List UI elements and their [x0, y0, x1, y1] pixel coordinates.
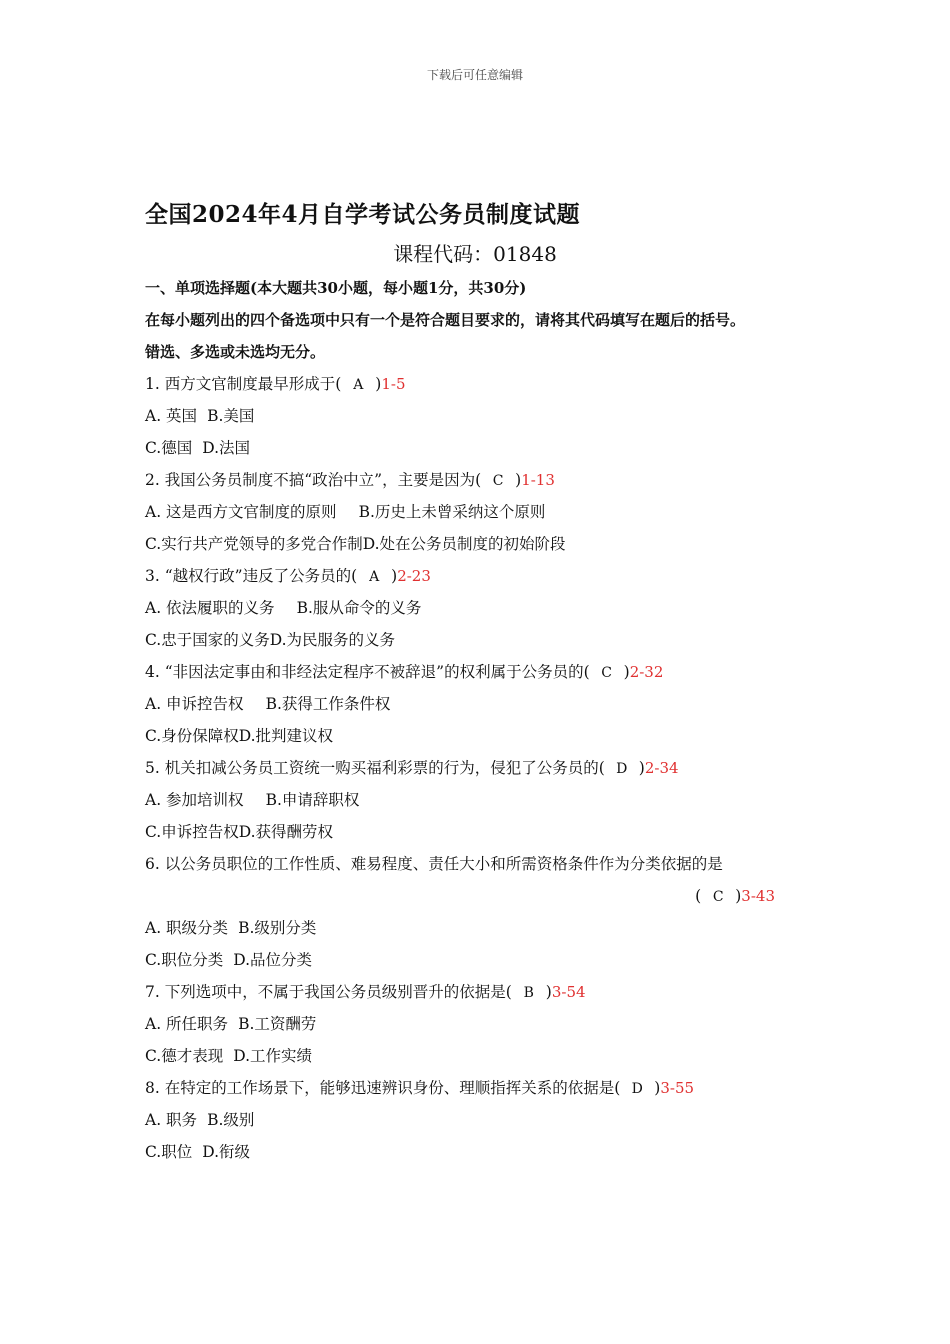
reference-code: 1-5 — [381, 375, 406, 393]
option-a: A. 依法履职的义务 — [145, 599, 275, 617]
question-8-options-cd — [145, 1136, 835, 1168]
option-b: B.级别 — [207, 1111, 255, 1129]
option-c: C.职位分类 — [145, 951, 224, 969]
question-text: 8. 在特定的工作场景下，能够迅速辨识身份、理顺指挥关系的依据是( — [145, 1079, 621, 1097]
question-text: 5. 机关扣减公务员工资统一购买福利彩票的行为，侵犯了公务员的( — [145, 759, 605, 777]
question-1-stem — [145, 368, 835, 400]
question-6-options-cd — [145, 944, 835, 976]
question-5-stem — [145, 752, 835, 784]
answer: A — [353, 377, 364, 393]
option-d: D.为民服务的义务 — [269, 631, 396, 649]
question-5-options-cd — [145, 816, 835, 848]
option-a: A. 参加培训权 — [145, 791, 244, 809]
instruction-line-1: 在每小题列出的四个备选项中只有一个是符合题目要求的，请将其代码填写在题后的括号。 — [145, 311, 746, 329]
question-4-stem — [145, 656, 835, 688]
option-a: A. 英国 — [145, 407, 198, 425]
question-text: 1. 西方文官制度最早形成于( — [145, 375, 342, 393]
question-7-options-cd — [145, 1040, 835, 1072]
question-text: 4. “非因法定事由和非经法定程序不被辞退”的权利属于公务员的( — [145, 663, 590, 681]
reference-code: 2-23 — [397, 567, 431, 585]
option-c: C.德才表现 — [145, 1047, 224, 1065]
option-d: D.批判建议权 — [238, 727, 334, 745]
close-paren: ) — [375, 375, 382, 393]
close-paren: ) — [735, 887, 742, 905]
answer: A — [369, 569, 380, 585]
reference-code: 2-32 — [629, 663, 664, 681]
option-d: D.处在公务员制度的初始阶段 — [362, 535, 566, 553]
exam-content — [145, 272, 835, 1168]
option-b: B.工资酬劳 — [238, 1015, 317, 1033]
reference-code: 3-54 — [551, 983, 586, 1001]
question-5-options-ab — [145, 784, 835, 816]
reference-code: 3-55 — [660, 1079, 695, 1097]
option-b: B.美国 — [207, 407, 255, 425]
instruction-line-2: 错选、多选或未选均无分。 — [145, 343, 326, 361]
question-text: 6. 以公务员职位的工作性质、难易程度、责任大小和所需资格条件作为分类依据的是 — [145, 855, 723, 873]
option-b: B.服从命令的义务 — [296, 599, 422, 617]
option-d: D.法国 — [202, 439, 251, 457]
answer: D — [631, 1081, 643, 1097]
course-code: 课程代码：01848 — [393, 242, 557, 266]
close-paren: ) — [623, 663, 630, 681]
option-a: A. 所任职务 — [145, 1015, 229, 1033]
option-c: C.身份保障权 — [145, 727, 239, 745]
close-paren: ) — [391, 567, 398, 585]
option-c: C.忠于国家的义务 — [145, 631, 270, 649]
answer: C — [492, 473, 504, 489]
reference-code: 2-34 — [644, 759, 679, 777]
option-b: B.历史上未曾采纳这个原则 — [358, 503, 546, 521]
section-heading: 一、单项选择题(本大题共30小题，每小题1分，共30分) — [145, 279, 527, 297]
option-d: D.工作实绩 — [233, 1047, 313, 1065]
question-6-answer-line — [145, 880, 835, 912]
option-b: B.申请辞职权 — [265, 791, 360, 809]
option-a: A. 这是西方文官制度的原则 — [145, 503, 337, 521]
question-8-stem — [145, 1072, 835, 1104]
question-text: 7. 下列选项中，不属于我国公务员级别晋升的依据是( — [145, 983, 512, 1001]
option-c: C.实行共产党领导的多党合作制 — [145, 535, 363, 553]
reference-code: 1-13 — [521, 471, 555, 489]
exam-title: 全国2024年4月自学考试公务员制度试题 — [145, 201, 581, 228]
option-a: A. 职务 — [145, 1111, 198, 1129]
close-paren: ) — [515, 471, 522, 489]
question-6-stem — [145, 848, 835, 880]
answer: B — [523, 985, 534, 1001]
question-1-options-cd — [145, 432, 835, 464]
close-paren: ) — [654, 1079, 661, 1097]
question-2-stem — [145, 464, 835, 496]
answer: D — [616, 761, 628, 777]
option-a: A. 申诉控告权 — [145, 695, 244, 713]
question-text: 3. “越权行政”违反了公务员的( — [145, 567, 358, 585]
question-4-options-cd — [145, 720, 835, 752]
option-d: D.获得酬劳权 — [238, 823, 334, 841]
option-b: B.获得工作条件权 — [265, 695, 391, 713]
question-2-options-ab — [145, 496, 835, 528]
option-c: C.职位 — [145, 1143, 193, 1161]
option-d: D.衔级 — [202, 1143, 251, 1161]
page-header-note: 下载后可任意编辑 — [426, 68, 523, 82]
question-3-options-cd — [145, 624, 835, 656]
question-2-options-cd — [145, 528, 835, 560]
close-paren: ) — [545, 983, 552, 1001]
option-a: A. 职级分类 — [145, 919, 229, 937]
question-6-options-ab — [145, 912, 835, 944]
question-4-options-ab — [145, 688, 835, 720]
question-text: 2. 我国公务员制度不搞“政治中立”，主要是因为( — [145, 471, 482, 489]
answer: C — [712, 889, 724, 905]
reference-code: 3-43 — [741, 887, 775, 905]
question-1-options-ab — [145, 400, 835, 432]
answer: C — [601, 665, 612, 681]
option-b: B.级别分类 — [238, 919, 317, 937]
option-d: D.品位分类 — [233, 951, 313, 969]
question-8-options-ab — [145, 1104, 835, 1136]
option-c: C.申诉控告权 — [145, 823, 239, 841]
close-paren: ) — [638, 759, 645, 777]
open-paren: ( — [695, 887, 702, 905]
question-7-options-ab — [145, 1008, 835, 1040]
option-c: C.德国 — [145, 439, 193, 457]
question-3-stem — [145, 560, 835, 592]
question-7-stem — [145, 976, 835, 1008]
question-3-options-ab — [145, 592, 835, 624]
